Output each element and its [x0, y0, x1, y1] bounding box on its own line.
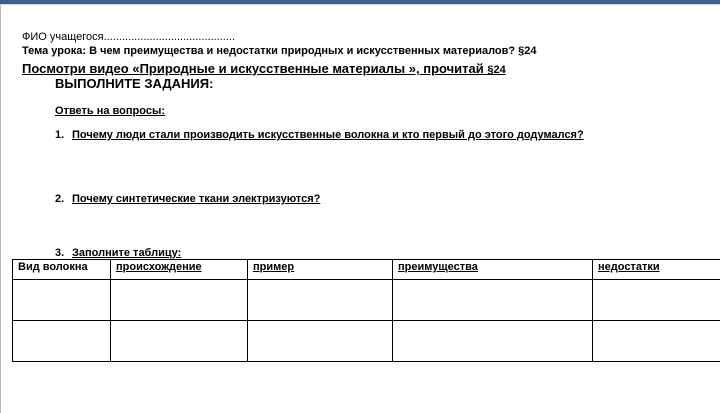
- video-section-ref: §24: [487, 64, 506, 76]
- col-header-label: преимущества: [398, 261, 478, 273]
- table-cell[interactable]: [593, 321, 720, 362]
- question-1: [55, 130, 584, 141]
- col-header-advantages: [393, 260, 593, 280]
- table-row: [13, 321, 720, 362]
- lesson-topic: Тема урока: В чем преимущества и недостатки природных и искусственных материалов? §24: [22, 45, 537, 57]
- answer-prompt: Ответь на вопросы:: [55, 105, 166, 117]
- table-cell[interactable]: [393, 321, 593, 362]
- question-text: Заполните таблицу:: [72, 247, 182, 259]
- question-number: 3.: [55, 247, 65, 259]
- window-top-divider: [0, 4, 720, 5]
- table-cell[interactable]: [393, 280, 593, 321]
- page-left-edge: [0, 5, 1, 413]
- table-header-row: [13, 260, 720, 280]
- table-cell[interactable]: [248, 321, 393, 362]
- table-cell[interactable]: [111, 280, 248, 321]
- col-header-origin: [111, 260, 248, 280]
- col-header-example: [248, 260, 393, 280]
- col-header-label: пример: [253, 261, 295, 273]
- col-header-disadvantages: [593, 260, 720, 280]
- fiber-table: [12, 259, 720, 362]
- video-instruction: [22, 62, 506, 76]
- question-text: Почему синтетические ткани электризуются?: [72, 193, 321, 205]
- table-cell[interactable]: [13, 321, 111, 362]
- assignment-title: ВЫПОЛНИТЕ ЗАДАНИЯ:: [55, 76, 214, 91]
- table-cell[interactable]: [111, 321, 248, 362]
- col-header-fiber-type: [13, 260, 111, 280]
- col-header-label: происхождение: [116, 261, 202, 273]
- table-cell[interactable]: [13, 280, 111, 321]
- table-cell[interactable]: [593, 280, 720, 321]
- question-2: [55, 194, 320, 205]
- question-number: 1.: [55, 129, 65, 141]
- table-row: [13, 280, 720, 321]
- question-3: [55, 248, 181, 259]
- col-header-label: Вид волокна: [18, 261, 88, 273]
- col-header-label: недостатки: [598, 261, 660, 273]
- video-instruction-text: Посмотри видео «Природные и искусственные материалы », прочитай: [22, 61, 488, 76]
- student-name-line: ФИО учащегося...........................................: [22, 31, 236, 43]
- question-text: Почему люди стали производить искусственные волокна и кто первый до этого додумался?: [72, 129, 584, 141]
- table-cell[interactable]: [248, 280, 393, 321]
- question-number: 2.: [55, 193, 65, 205]
